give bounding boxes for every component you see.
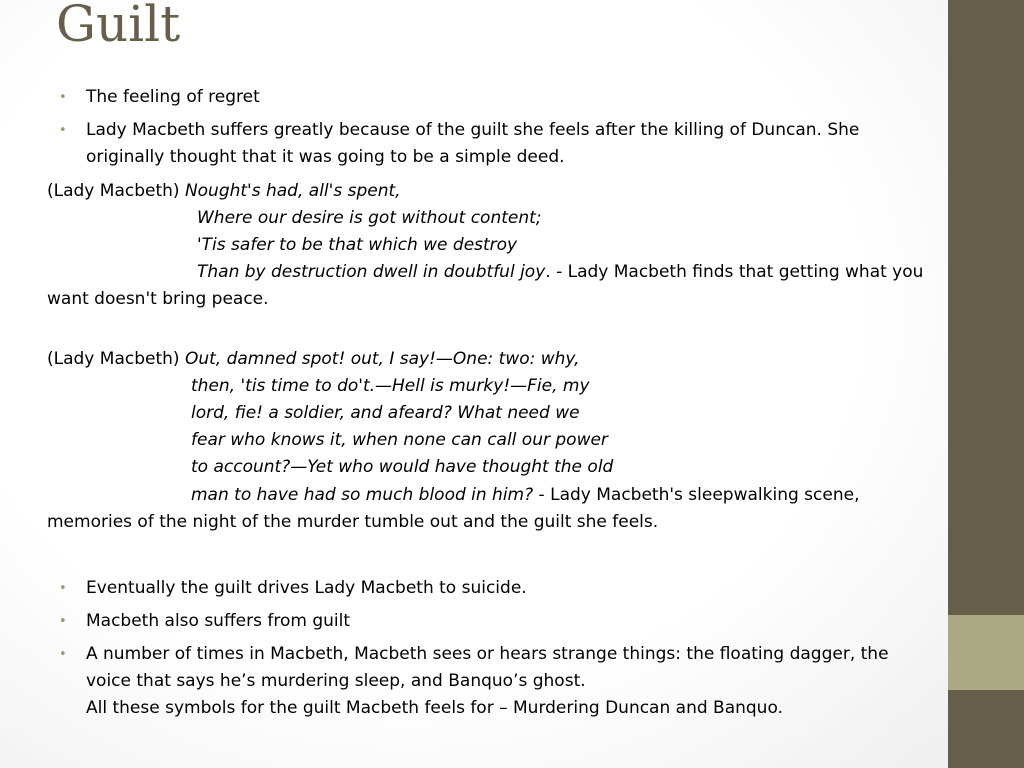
bullet-marker: •: [59, 123, 67, 138]
bullet-text: The feeling of regret: [86, 87, 260, 107]
slide-title: Guilt: [56, 0, 181, 53]
bullet-text: Lady Macbeth suffers greatly because of the guilt she feels after the killing of Duncan. She: [86, 120, 860, 140]
quote-text: to account?—Yet who would have thought the old: [191, 457, 614, 477]
quote-comment-continued: want doesn't bring peace.: [47, 289, 269, 309]
quote-text: Than by destruction dwell in doubtful joy: [197, 262, 546, 282]
bullet-text: Macbeth also suffers from guilt: [86, 611, 351, 631]
quote-speaker: (Lady Macbeth): [47, 181, 185, 201]
quote-line: [47, 178, 401, 205]
quote-line: [197, 232, 517, 259]
quote-text: fear who knows it, when none can call our power: [191, 430, 608, 450]
quote-text: 'Tis safer to be that which we destroy: [197, 235, 518, 255]
quote-comment: . - Lady Macbeth finds that getting what you: [545, 262, 924, 282]
quote-line: [191, 482, 859, 509]
bullet-marker: •: [59, 581, 67, 596]
quote-text: lord, fie! a soldier, and afeard? What need we: [191, 403, 580, 423]
quote-line: [191, 400, 580, 427]
quote-line: [191, 427, 608, 454]
quote-text: Nought's had, all's spent,: [184, 181, 401, 201]
quote-line: [197, 205, 542, 232]
quote-comment: - Lady Macbeth's sleepwalking scene,: [533, 485, 860, 505]
quote-line: [47, 346, 580, 373]
quote-text: then, 'tis time to do't.—Hell is murky!—Fie, my: [191, 376, 590, 396]
bullet-text-continued: All these symbols for the guilt Macbeth feels for – Murdering Duncan and Banquo.: [86, 698, 783, 718]
bullet-marker: •: [59, 647, 67, 662]
quote-text: man to have had so much blood in him?: [191, 485, 534, 505]
bullet-text-continued: voice that says he’s murdering sleep, and Banquo’s ghost.: [86, 671, 586, 691]
quote-line: [197, 259, 923, 286]
quote-text: Out, damned spot! out, I say!—One: two: why,: [184, 349, 580, 369]
bullet-marker: •: [59, 90, 67, 105]
bullet-text: A number of times in Macbeth, Macbeth sees or hears strange things: the floating dagger, the: [86, 644, 889, 664]
quote-line: [191, 454, 613, 481]
sidebar-accent-block: [948, 615, 1024, 690]
bullet-marker: •: [59, 614, 67, 629]
quote-line: [191, 373, 590, 400]
quote-comment-continued: memories of the night of the murder tumble out and the guilt she feels.: [47, 512, 659, 532]
bullet-text-continued: originally thought that it was going to be a simple deed.: [86, 147, 565, 167]
quote-text: Where our desire is got without content;: [197, 208, 542, 228]
bullet-text: Eventually the guilt drives Lady Macbeth to suicide.: [86, 578, 527, 598]
quote-speaker: (Lady Macbeth): [47, 349, 185, 369]
